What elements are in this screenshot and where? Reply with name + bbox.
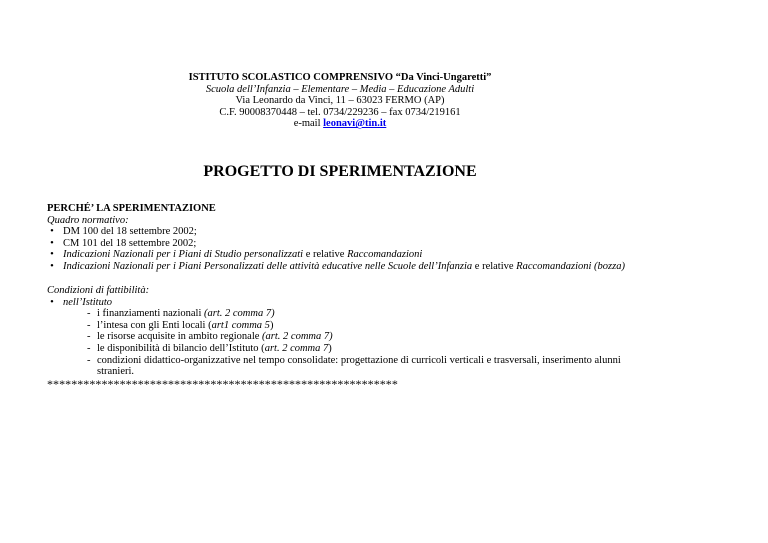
list-item-text: i finanziamenti nazionali	[97, 308, 204, 320]
conditions-sublist	[47, 308, 747, 378]
dash-glyph: -	[87, 319, 91, 331]
list-item	[87, 308, 747, 320]
list-item	[47, 226, 747, 238]
list-item-text: (art. 2 comma 7)	[262, 331, 333, 343]
email-label: e-mail	[293, 118, 324, 130]
list-item	[47, 238, 747, 250]
list-item-text: le risorse acquisite in ambito regionale	[97, 331, 263, 343]
list-item-text: Indicazioni Nazionali per i Piani Personalizzati delle attività educative nelle Scuole dell’Infanzia	[63, 260, 473, 272]
list-item-text: nell’Istituto	[63, 296, 112, 308]
list-item-text: DM 100 del 18 settembre 2002;	[63, 226, 197, 238]
bullet-glyph: •	[50, 237, 54, 249]
list-item-continuation: stranieri.	[97, 366, 135, 378]
dash-glyph: -	[87, 308, 91, 320]
list-item-text: )	[328, 342, 332, 354]
section-subheading: Quadro normativo:	[47, 214, 129, 226]
list-item	[47, 261, 747, 273]
list-item-text: (art. 2 comma 7)	[204, 308, 275, 320]
section-perche	[47, 203, 747, 273]
separator-line: **********************************************************	[47, 377, 398, 391]
list-item-text: l’intesa con gli Enti locali (	[97, 319, 212, 331]
school-subtitle: Scuola dell’Infanzia – Elementare – Media – Educazione Adulti	[205, 83, 475, 95]
section-condizioni	[47, 285, 747, 378]
bullet-glyph: •	[50, 249, 54, 261]
list-item-text: )	[269, 319, 274, 331]
school-contacts: C.F. 90008370448 – tel. 0734/229236 – fax 0734/219161	[219, 106, 461, 118]
section-heading: Condizioni di fattibilità:	[47, 285, 150, 296]
list-item-text: art1 comma 5	[211, 319, 270, 331]
list-item	[47, 297, 747, 309]
letterhead	[150, 72, 530, 130]
list-item-text: e relative	[303, 249, 348, 261]
list-item-text: Raccomandazioni	[347, 249, 423, 261]
school-address: Via Leonardo da Vinci, 11 – 63023 FERMO (AP)	[235, 95, 445, 107]
section-heading: PERCHÉ’ LA SPERIMENTAZIONE	[47, 203, 216, 214]
list-item-text: e relative	[472, 260, 517, 272]
dash-glyph: -	[87, 331, 91, 343]
list-item	[47, 249, 747, 261]
list-item	[87, 320, 747, 332]
email-link[interactable]: leonavi@tin.it	[323, 118, 387, 130]
dash-glyph: -	[87, 342, 91, 354]
list-item-text: Indicazioni Nazionali per i Piani di Studio personalizzati	[63, 249, 304, 261]
bullet-glyph: •	[50, 226, 54, 238]
document-title: PROGETTO DI SPERIMENTAZIONE	[203, 163, 477, 180]
list-item	[87, 331, 747, 343]
list-item-text: CM 101 del 18 settembre 2002;	[63, 237, 197, 249]
list-item-text: art. 2 comma 7	[264, 342, 329, 354]
list-item	[87, 355, 747, 378]
list-item-text: le disponibilità di bilancio dell’Istituto (	[97, 342, 265, 354]
list-item-text: condizioni didattico-organizzative nel tempo consolidate: progettazione di curricoli verticali e trasversali, inserimento alunni	[97, 354, 621, 366]
bullet-glyph: •	[50, 260, 54, 272]
bullet-glyph: •	[50, 296, 54, 308]
school-name: ISTITUTO SCOLASTICO COMPRENSIVO “Da Vinci-Ungaretti”	[188, 72, 492, 83]
normative-list	[47, 226, 747, 272]
list-item	[87, 343, 747, 355]
email-line	[150, 118, 530, 130]
conditions-list	[47, 297, 747, 309]
list-item-text: Raccomandazioni (bozza)	[516, 260, 625, 272]
dash-glyph: -	[87, 354, 91, 366]
